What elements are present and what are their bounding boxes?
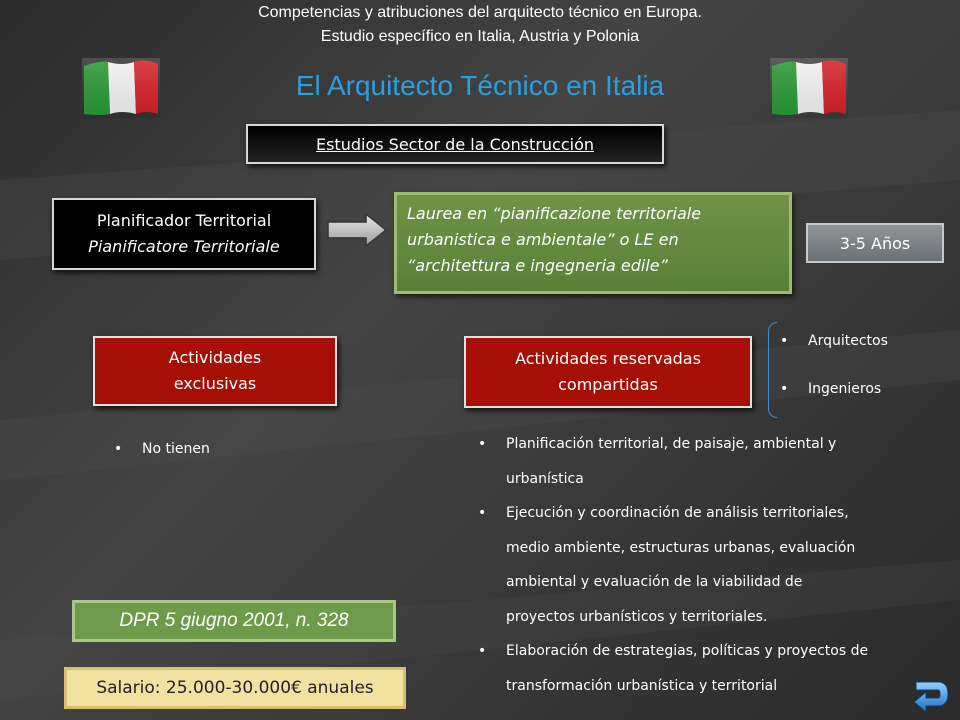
- decree-text: DPR 5 giugno 2001, n. 328: [119, 610, 349, 631]
- exclusive-item: No tienen: [142, 441, 210, 457]
- shared-with-list: [780, 330, 888, 400]
- header-line-1: Competencias y atribuciones del arquitecto técnico en Europa.: [258, 4, 702, 21]
- activity-line: Ejecución y coordinación de análisis territoriales,: [506, 505, 849, 521]
- shared-activities-box: [464, 336, 752, 408]
- exclusive-line-2: exclusivas: [173, 374, 257, 393]
- shared-line-1: Actividades reservadas: [515, 349, 701, 368]
- header-line-2: Estudio específico en Italia, Austria y Polonia: [320, 28, 640, 45]
- bullet-icon: •: [478, 505, 487, 521]
- list-item: [478, 634, 868, 703]
- bullet-icon: •: [780, 333, 789, 349]
- activity-line: urbanística: [506, 470, 584, 487]
- activity-line: Elaboración de estrategias, políticas y proyectos de: [506, 643, 869, 659]
- activity-line: proyectos urbanísticos y territoriales.: [506, 608, 768, 625]
- activity-line: ambiental y evaluación de la viabilidad de: [506, 574, 803, 590]
- exclusive-line-1: Actividades: [168, 348, 262, 367]
- list-item: [478, 427, 868, 496]
- decree-label: [72, 600, 396, 642]
- activity-line: medio ambiente, estructuras urbanas, evaluación: [506, 539, 856, 556]
- list-item: [478, 496, 868, 634]
- duration-label: 3-5 Años: [839, 233, 911, 253]
- list-item: [780, 378, 888, 400]
- bullet-icon: •: [780, 381, 789, 397]
- salary-text: Salario: 25.000-30.000€ anuales: [96, 678, 374, 698]
- degree-line-1: Laurea en “pianificazione territoriale: [407, 204, 702, 223]
- shared-with-architects: Arquitectos: [808, 333, 888, 349]
- shared-with-engineers: Ingenieros: [808, 381, 882, 397]
- activity-line: Planificación territorial, de paisaje, ambiental y: [506, 436, 837, 452]
- activity-line: transformación urbanística y territorial: [506, 677, 778, 694]
- bullet-icon: •: [478, 643, 487, 659]
- exclusive-activities-box: [93, 336, 337, 406]
- degree-line-3: “architettura e ingegneria edile”: [407, 256, 668, 275]
- page-title: El Arquitecto Técnico en Italia: [295, 70, 665, 101]
- shared-line-2: compartidas: [558, 375, 658, 394]
- degree-line-2: urbanistica e ambientale” o LE en: [407, 230, 679, 249]
- return-arrow-icon[interactable]: [910, 674, 952, 714]
- salary-label: [64, 667, 406, 709]
- list-item: [780, 330, 888, 378]
- exclusive-list: [114, 438, 210, 460]
- bullet-icon: •: [114, 441, 123, 457]
- sector-label: Estudios Sector de la Construcción: [315, 134, 594, 154]
- bullet-icon: •: [478, 436, 487, 452]
- profession-title-italian: Pianificatore Territoriale: [88, 237, 280, 256]
- degree-box: [394, 192, 792, 294]
- profession-box: [52, 198, 316, 270]
- list-item: [114, 438, 210, 460]
- duration-badge: [806, 223, 944, 263]
- right-arrow-icon: [326, 212, 388, 248]
- sector-box: [246, 124, 664, 164]
- shared-activities-list: [478, 427, 868, 703]
- profession-title: Planificador Territorial: [96, 211, 272, 230]
- bracket: [768, 322, 777, 418]
